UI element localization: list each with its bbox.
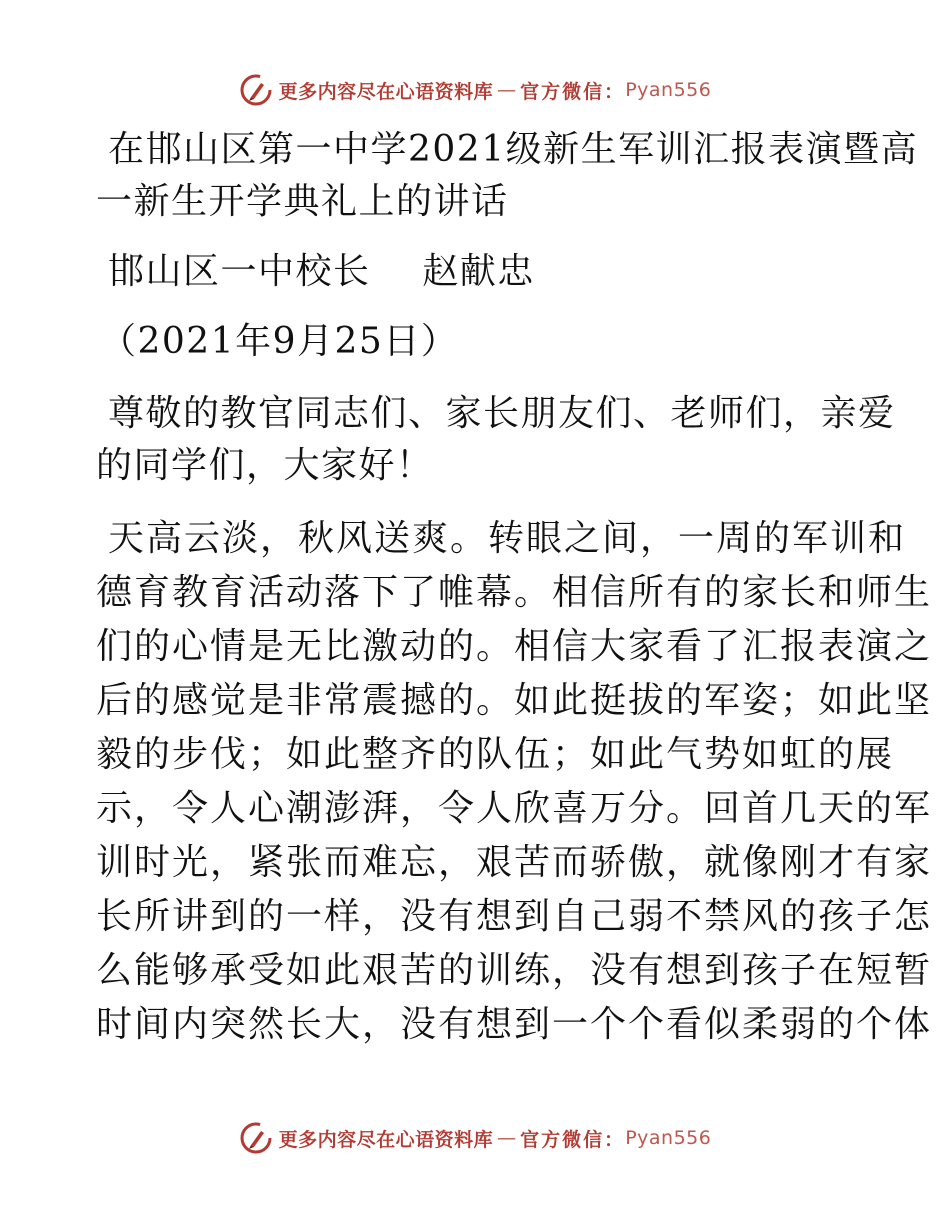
greeting-line-1: 尊敬的教官同志们、家长朋友们、老师们，亲爱 bbox=[108, 393, 896, 434]
watermark-dash: — bbox=[497, 1127, 517, 1149]
watermark-banner-bottom bbox=[0, 1118, 950, 1158]
watermark-wechat-id: Pyan556 bbox=[625, 79, 712, 101]
paragraph-line: 毅的步伐；如此整齐的队伍；如此气势如虹的展 bbox=[96, 734, 895, 775]
paragraph-line: 时间内突然长大，没有想到一个个看似柔弱的个体 bbox=[96, 1004, 933, 1045]
document-author: 邯山区一中校长 赵献忠 bbox=[108, 251, 535, 292]
watermark-sub-text: 官方微信： bbox=[520, 1128, 626, 1151]
paragraph-line: 们的心情是无比激动的。相信大家看了汇报表演之 bbox=[96, 626, 933, 667]
watermark-main-text: 更多内容尽在心语资料库 bbox=[278, 1128, 494, 1151]
paragraph-line: 示，令人心潮澎湃，令人欣喜万分。回首几天的军 bbox=[96, 788, 933, 829]
paragraph-line: 德育教育活动落下了帷幕。相信所有的家长和师生 bbox=[96, 572, 933, 613]
watermark-sub-text: 官方微信： bbox=[520, 80, 626, 103]
greeting-line-2: 的同学们，大家好！ bbox=[96, 445, 434, 486]
paragraph-line: 长所讲到的一样，没有想到自己弱不禁风的孩子怎 bbox=[96, 896, 933, 937]
paragraph-line: 训时光，紧张而难忘，艰苦而骄傲，就像刚才有家 bbox=[96, 842, 933, 883]
paragraph-line: 么能够承受如此艰苦的训练，没有想到孩子在短暂 bbox=[96, 950, 933, 991]
document-title-line-1: 在邯山区第一中学2021级新生军训汇报表演暨高 bbox=[108, 129, 919, 170]
document-title-line-2: 一新生开学典礼上的讲话 bbox=[96, 181, 509, 222]
watermark-banner-top bbox=[0, 70, 950, 110]
watermark-main-text: 更多内容尽在心语资料库 bbox=[278, 80, 494, 103]
document-date: （2021年9月25日） bbox=[100, 321, 459, 362]
paragraph-line: 天高云淡，秋风送爽。转眼之间，一周的军训和 bbox=[108, 518, 907, 559]
watermark-wechat-id: Pyan556 bbox=[625, 1127, 712, 1149]
watermark-dash: — bbox=[497, 79, 517, 101]
paragraph-line: 后的感觉是非常震撼的。如此挺拔的军姿；如此坚 bbox=[96, 680, 933, 721]
pen-logo-icon bbox=[239, 1121, 273, 1155]
document-body bbox=[96, 124, 933, 1052]
pen-logo-icon bbox=[239, 73, 273, 107]
